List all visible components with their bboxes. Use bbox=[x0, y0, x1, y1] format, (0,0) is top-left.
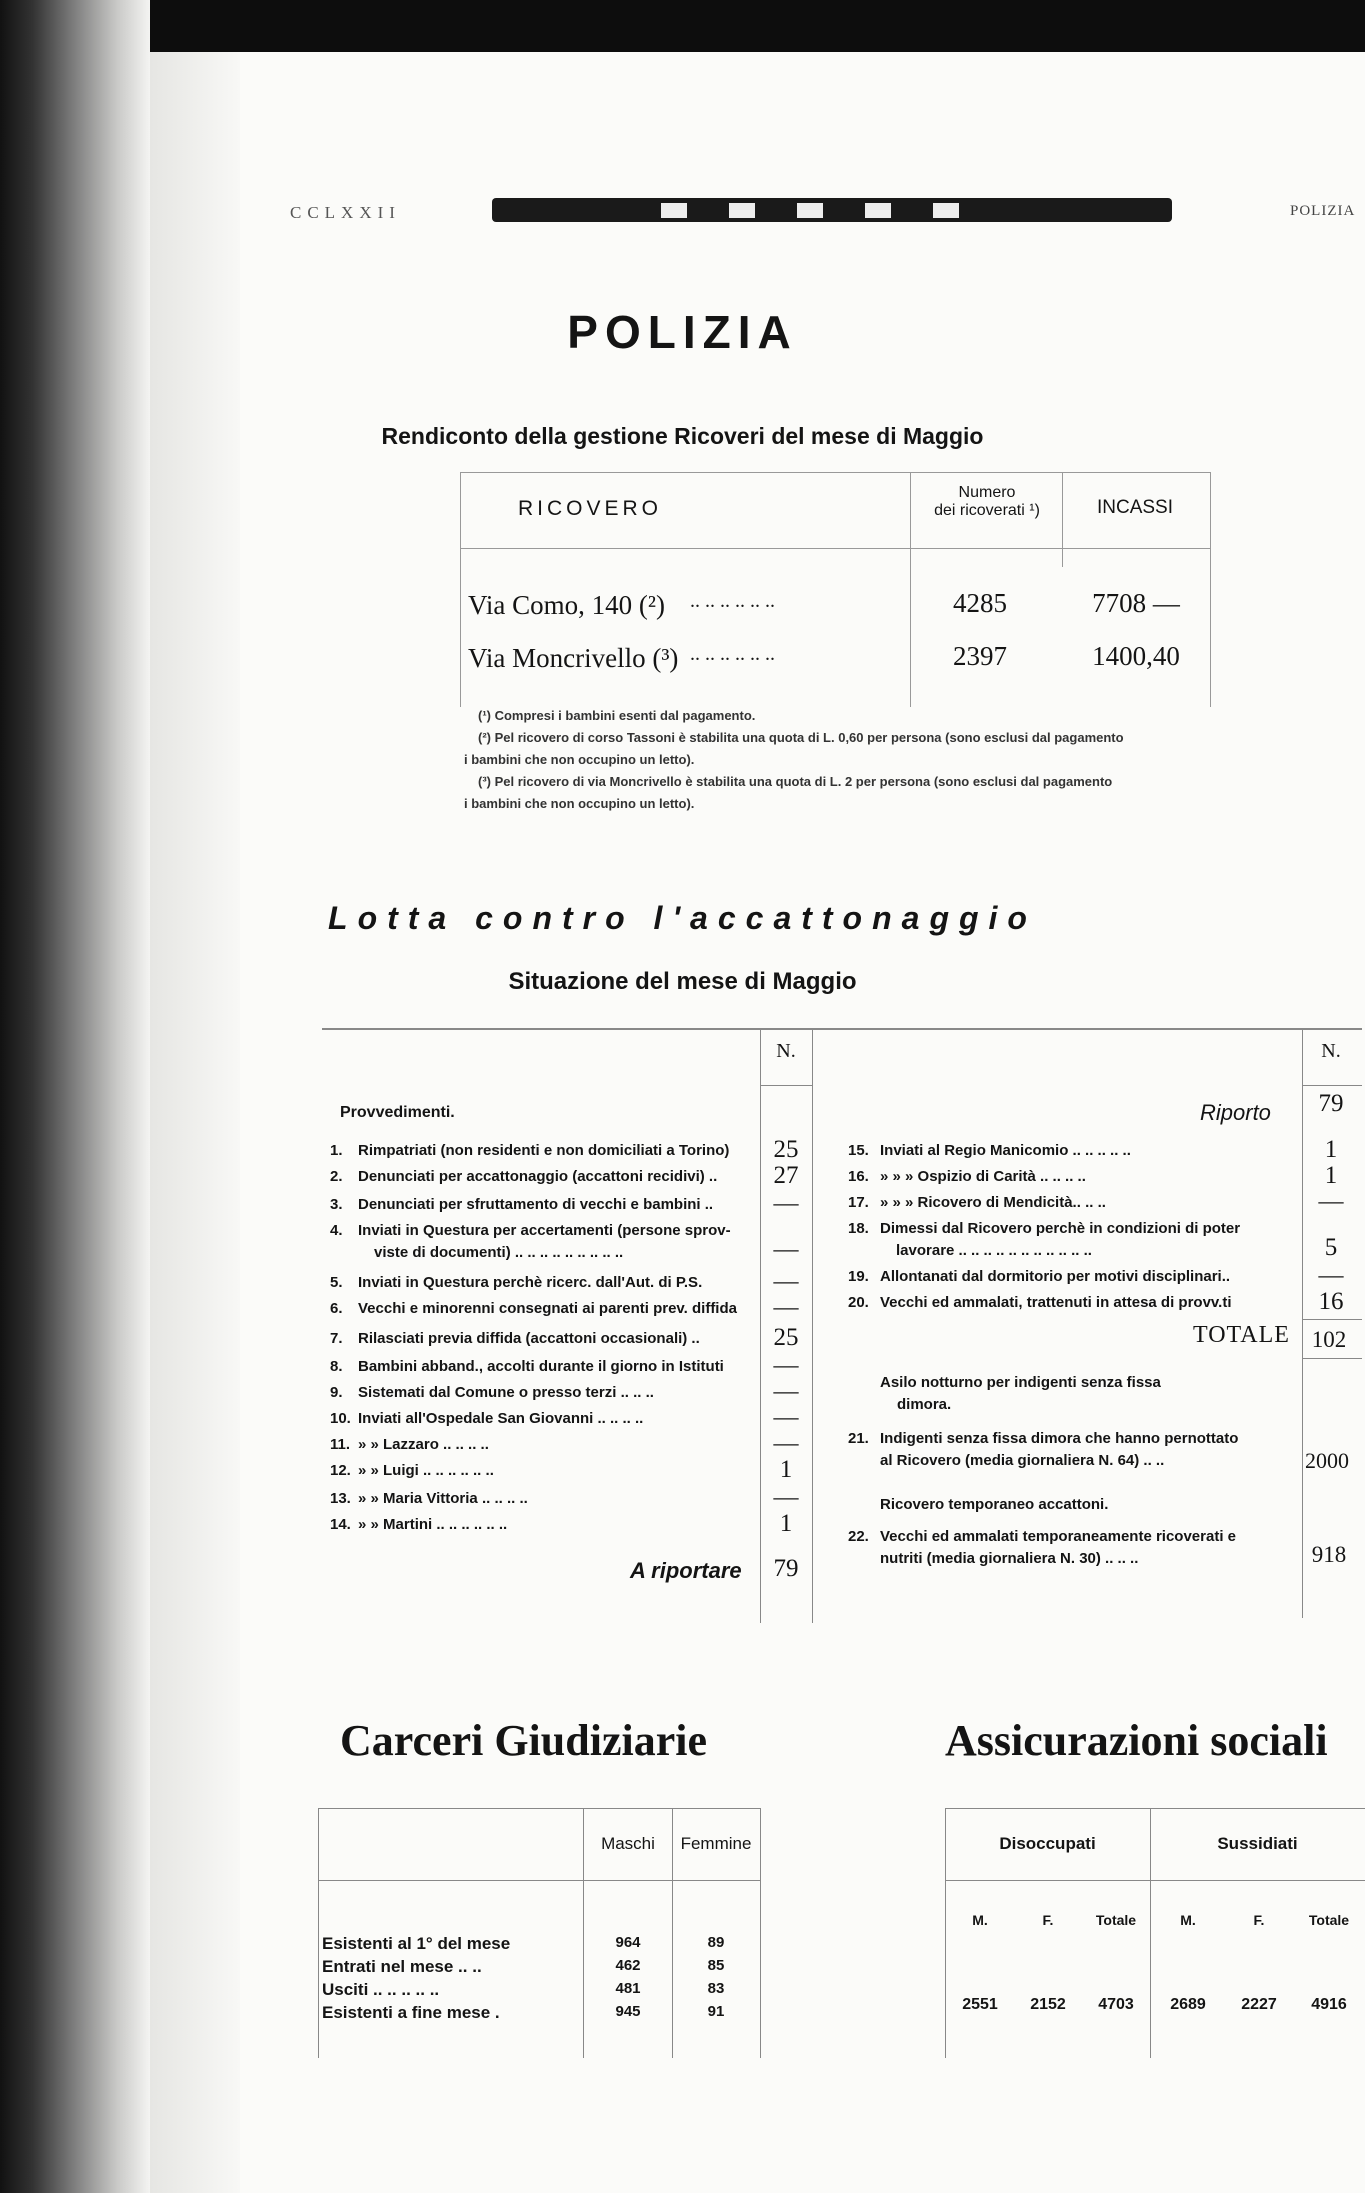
carceri-maschi-header: Maschi bbox=[601, 1834, 655, 1853]
left-item-text: Denunciati per accattonaggio (accattoni recidivi) .. bbox=[358, 1168, 718, 1185]
page-title: POLIZIA bbox=[567, 306, 798, 358]
rv-right-rule bbox=[1210, 472, 1211, 707]
carceri-row-femmine: 85 bbox=[707, 1957, 725, 1974]
right-item-no: 15. bbox=[848, 1142, 869, 1159]
rv-left-rule bbox=[460, 472, 461, 707]
left-item-no: 11. bbox=[330, 1436, 351, 1453]
footnote: i bambini che non occupino un letto). bbox=[464, 796, 695, 811]
left-item-value: — bbox=[773, 1404, 799, 1431]
totale-value: 102 bbox=[1311, 1327, 1347, 1352]
assic-value: 2227 bbox=[1241, 1996, 1277, 2013]
ricovero-row-leaders: .. .. .. .. .. .. bbox=[690, 643, 775, 665]
left-item-no: 14. bbox=[330, 1516, 351, 1533]
carceri-top-rule bbox=[318, 1808, 760, 1809]
right-item-text: Dimessi dal Ricovero perchè in condizioni di poter bbox=[880, 1220, 1241, 1237]
lotta-top-rule bbox=[322, 1028, 1362, 1030]
a-riportare-label: A riportare bbox=[630, 1558, 742, 1583]
left-item-text: » » Luigi .. .. .. .. .. .. bbox=[358, 1462, 494, 1479]
provvedimenti-label: Provvedimenti. bbox=[340, 1104, 455, 1121]
left-item-text: » » Martini .. .. .. .. .. .. bbox=[358, 1516, 508, 1533]
asilo-label: Asilo notturno per indigenti senza fissa bbox=[880, 1374, 1161, 1391]
ricovero-row-name: Via Moncrivello (³) bbox=[468, 643, 679, 673]
assic-subheader: F. bbox=[1042, 1912, 1054, 1928]
assic-value: 4916 bbox=[1311, 1996, 1347, 2013]
assic-value: 2551 bbox=[962, 1996, 998, 2013]
left-item-text-2: viste di documenti) .. .. .. .. .. .. .. .. .. bbox=[374, 1244, 624, 1261]
left-item-no: 9. bbox=[330, 1384, 343, 1401]
carceri-row-maschi: 481 bbox=[615, 1980, 641, 1997]
left-item-value: 27 bbox=[773, 1162, 799, 1189]
left-item-value: 1 bbox=[779, 1510, 793, 1537]
assic-header-rule bbox=[945, 1880, 1365, 1881]
left-item-no: 8. bbox=[330, 1358, 343, 1375]
rv-col-rule-2 bbox=[1062, 472, 1063, 567]
item-21-no: 21. bbox=[848, 1430, 869, 1447]
left-item-value: — bbox=[773, 1378, 799, 1405]
ricovero-row-incassi: 7708 — bbox=[1092, 588, 1180, 618]
totale-rule-top bbox=[1302, 1319, 1362, 1320]
carceri-header-rule bbox=[318, 1880, 760, 1881]
right-item-value: — bbox=[1318, 1188, 1344, 1215]
assic-subheader: Totale bbox=[1308, 1912, 1350, 1928]
left-item-text: Sistemati dal Comune o presso terzi .. .. .. bbox=[358, 1384, 654, 1401]
right-item-no: 20. bbox=[848, 1294, 869, 1311]
carceri-row-femmine: 83 bbox=[707, 1980, 725, 1997]
rv-header-rule bbox=[460, 548, 1210, 549]
left-item-no: 1. bbox=[330, 1142, 343, 1159]
right-item-no: 16. bbox=[848, 1168, 869, 1185]
assic-value: 4703 bbox=[1098, 1996, 1134, 2013]
disoccupati-header: Disoccupati bbox=[999, 1834, 1096, 1853]
item-22-text: Vecchi ed ammalati temporaneamente ricoverati e bbox=[880, 1528, 1236, 1545]
footnote: (¹) Compresi i bambini esenti dal pagamento. bbox=[478, 708, 756, 723]
left-item-text: Bambini abband., accolti durante il giorno in Istituti bbox=[358, 1358, 724, 1375]
left-item-text: Inviati in Questura perchè ricerc. dall'Aut. di P.S. bbox=[358, 1274, 703, 1291]
left-item-no: 7. bbox=[330, 1330, 343, 1347]
left-item-no: 4. bbox=[330, 1222, 343, 1239]
left-item-no: 13. bbox=[330, 1490, 351, 1507]
left-item-value: 1 bbox=[779, 1456, 793, 1483]
left-item-no: 12. bbox=[330, 1462, 351, 1479]
left-item-no: 3. bbox=[330, 1196, 343, 1213]
page-number: CCLXXII bbox=[290, 203, 401, 222]
assic-subheader: F. bbox=[1253, 1912, 1265, 1928]
numero-header bbox=[912, 484, 1062, 520]
left-item-value: — bbox=[773, 1236, 799, 1263]
right-item-text: Inviati al Regio Manicomio .. .. .. .. .. bbox=[880, 1142, 1131, 1159]
left-item-no: 2. bbox=[330, 1168, 343, 1185]
lotta-n-header-rule bbox=[760, 1085, 812, 1086]
carceri-row-femmine: 89 bbox=[707, 1934, 725, 1951]
footnote: (²) Pel ricovero di corso Tassoni è stabilita una quota di L. 0,60 per persona (sono esclusi dal pagamento bbox=[478, 730, 1124, 745]
carceri-row-maschi: 964 bbox=[615, 1934, 641, 1951]
carceri-row-femmine: 91 bbox=[707, 2003, 725, 2020]
a-riportare-value: 79 bbox=[773, 1555, 799, 1582]
right-item-text: » » » Ricovero di Mendicità.. .. .. bbox=[880, 1194, 1106, 1211]
riporto-value: 79 bbox=[1318, 1090, 1344, 1117]
left-item-text: Rilasciati previa diffida (accattoni occasionali) .. bbox=[358, 1330, 700, 1347]
right-item-text: Allontanati dal dormitorio per motivi disciplinari.. bbox=[880, 1268, 1231, 1285]
lotta-n2-header-rule bbox=[1302, 1085, 1362, 1086]
footnote: i bambini che non occupino un letto). bbox=[464, 752, 695, 767]
assicurazioni-title: Assicurazioni sociali bbox=[945, 1716, 1328, 1765]
lotta-n2-rule bbox=[1302, 1028, 1303, 1618]
scan-top-border bbox=[0, 0, 1365, 52]
item-22-no: 22. bbox=[848, 1528, 869, 1545]
ricovero-temporaneo-label: Ricovero temporaneo accattoni. bbox=[880, 1496, 1109, 1513]
left-item-value: — bbox=[773, 1352, 799, 1379]
carceri-row-label: Entrati nel mese .. .. bbox=[322, 1957, 482, 1976]
right-item-text-2: lavorare .. .. .. .. .. .. .. .. .. .. .. bbox=[896, 1242, 1092, 1259]
incassi-header: INCASSI bbox=[1096, 497, 1174, 518]
running-section-label: POLIZIA bbox=[1290, 203, 1356, 219]
riporto-label: Riporto bbox=[1200, 1100, 1271, 1125]
right-item-text: » » » Ospizio di Carità .. .. .. .. bbox=[880, 1168, 1086, 1185]
left-item-value: — bbox=[773, 1268, 799, 1295]
ricoveri-subtitle: Rendiconto della gestione Ricoveri del mese di Maggio bbox=[381, 423, 984, 449]
carceri-left-rule bbox=[318, 1808, 319, 2058]
carceri-title: Carceri Giudiziarie bbox=[340, 1716, 707, 1765]
ricovero-header: RICOVERO bbox=[518, 497, 663, 520]
right-item-text: Vecchi ed ammalati, trattenuti in attesa di provv.ti bbox=[880, 1294, 1232, 1311]
left-item-text: » » Maria Vittoria .. .. .. .. bbox=[358, 1490, 528, 1507]
sussidiati-header: Sussidiati bbox=[1217, 1834, 1298, 1853]
left-item-text: Inviati all'Ospedale San Giovanni .. .. .. .. bbox=[358, 1410, 644, 1427]
numero-header-label: Numero bbox=[958, 484, 1016, 501]
item-21-text: Indigenti senza fissa dimora che hanno pernottato bbox=[880, 1430, 1239, 1447]
numero-header-sub: dei ricoverati ¹) bbox=[934, 502, 1040, 519]
right-item-value: 1 bbox=[1324, 1162, 1338, 1189]
left-item-value: 25 bbox=[773, 1324, 799, 1351]
assic-subheader: M. bbox=[972, 1912, 988, 1928]
left-item-text: Rimpatriati (non residenti e non domiciliati a Torino) bbox=[358, 1142, 730, 1159]
carceri-row-label: Usciti .. .. .. .. .. bbox=[322, 1980, 440, 1999]
left-item-text: Inviati in Questura per accertamenti (persone sprov- bbox=[358, 1222, 731, 1239]
carceri-row-label: Esistenti al 1° del mese bbox=[322, 1934, 511, 1953]
assic-value: 2689 bbox=[1170, 1996, 1206, 2013]
lotta-n-header-right: N. bbox=[1321, 1040, 1341, 1062]
lotta-title: Lotta contro l'accattonaggio bbox=[328, 900, 1037, 936]
carceri-row-maschi: 462 bbox=[615, 1957, 641, 1974]
right-item-value: 5 bbox=[1324, 1234, 1338, 1261]
right-item-no: 17. bbox=[848, 1194, 869, 1211]
rv-top-rule bbox=[460, 472, 1210, 473]
totale-label: TOTALE bbox=[1193, 1322, 1290, 1348]
assic-subheader: Totale bbox=[1095, 1912, 1137, 1928]
left-item-text: » » Lazzaro .. .. .. .. bbox=[358, 1436, 489, 1453]
item-21-value: 2000 bbox=[1305, 1448, 1349, 1473]
carceri-right-rule bbox=[760, 1808, 761, 2058]
left-item-value: — bbox=[773, 1294, 799, 1321]
left-item-no: 6. bbox=[330, 1300, 343, 1317]
right-item-value: 16 bbox=[1318, 1288, 1344, 1315]
totale-rule-bottom bbox=[1302, 1358, 1362, 1359]
left-item-no: 10. bbox=[330, 1410, 351, 1427]
left-item-value: — bbox=[773, 1190, 799, 1217]
ricovero-row-numero: 4285 bbox=[953, 588, 1007, 618]
left-item-text: Vecchi e minorenni consegnati ai parenti prev. diffida bbox=[358, 1300, 737, 1317]
ricovero-row-leaders: .. .. .. .. .. .. bbox=[690, 590, 775, 612]
left-item-no: 5. bbox=[330, 1274, 343, 1291]
left-item-value: — bbox=[773, 1484, 799, 1511]
header-banner-ornament bbox=[640, 202, 980, 218]
asilo-label-2: dimora. bbox=[897, 1396, 952, 1413]
carceri-femmine-header: Femmine bbox=[680, 1834, 752, 1853]
left-item-text: Denunciati per sfruttamento di vecchi e bambini .. bbox=[358, 1196, 714, 1213]
lotta-n-header: N. bbox=[776, 1040, 796, 1062]
right-item-no: 18. bbox=[848, 1220, 869, 1237]
right-item-value: — bbox=[1318, 1262, 1344, 1289]
ricovero-row-name: Via Como, 140 (²) bbox=[468, 590, 665, 620]
assic-top-rule bbox=[945, 1808, 1365, 1809]
assic-value: 2152 bbox=[1030, 1996, 1066, 2013]
assic-subheader: M. bbox=[1180, 1912, 1196, 1928]
page-margin bbox=[150, 52, 240, 2193]
footnote: (³) Pel ricovero di via Moncrivello è stabilita una quota di L. 2 per persona (sono esclusi dal pagamento bbox=[478, 774, 1113, 789]
right-item-no: 19. bbox=[848, 1268, 869, 1285]
right-item-value: 1 bbox=[1324, 1136, 1338, 1163]
ricovero-row-numero: 2397 bbox=[953, 641, 1007, 671]
left-item-value: — bbox=[773, 1430, 799, 1457]
ricovero-row-incassi: 1400,40 bbox=[1092, 641, 1180, 671]
lotta-subtitle: Situazione del mese di Maggio bbox=[508, 968, 857, 995]
item-21-text-2: al Ricovero (media giornaliera N. 64) .. .. bbox=[880, 1452, 1165, 1469]
carceri-row-maschi: 945 bbox=[615, 2003, 641, 2020]
item-22-text-2: nutriti (media giornaliera N. 30) .. .. .. bbox=[880, 1550, 1139, 1567]
item-22-value: 918 bbox=[1311, 1542, 1347, 1567]
left-item-value: 25 bbox=[773, 1136, 799, 1163]
lotta-n-rule-right bbox=[812, 1028, 813, 1623]
carceri-row-label: Esistenti a fine mese . bbox=[322, 2003, 500, 2022]
